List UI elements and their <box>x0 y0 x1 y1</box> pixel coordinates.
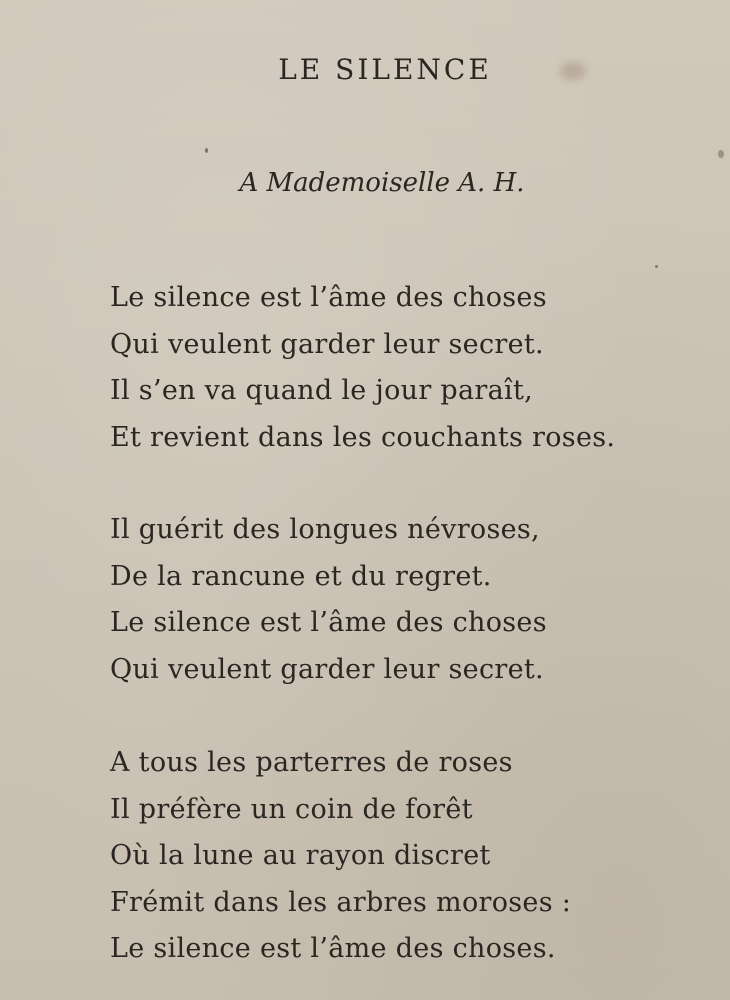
verse-line: Le silence est l’âme des choses <box>110 607 547 638</box>
poem-title: LE SILENCE <box>278 53 492 86</box>
stanza <box>110 275 670 461</box>
paper-speck <box>655 265 658 268</box>
verse-line: Qui veulent garder leur secret. <box>110 328 544 360</box>
verse-line: Le silence est l’âme des choses <box>110 282 547 313</box>
verse-line: Le silence est l’âme des choses. <box>110 933 556 964</box>
verse-line: Frémit dans les arbres moroses : <box>110 886 572 918</box>
paper-speck <box>718 150 724 158</box>
verse-line: Qui veulent garder leur secret. <box>110 653 544 685</box>
paper-speck <box>205 148 208 153</box>
verse-line: Il guérit des longues névroses, <box>110 514 540 545</box>
verse-line: Et revient dans les couchants roses. <box>110 421 616 453</box>
verse-line: Où la lune au rayon discret <box>110 840 491 871</box>
stanza <box>110 507 670 693</box>
verse-line: Il préfère un coin de forêt <box>110 793 473 825</box>
stanza <box>110 740 670 973</box>
poem-dedication: A Mademoiselle A. H. <box>239 168 525 198</box>
verse-line: De la rancune et du regret. <box>110 560 492 592</box>
verse-line: Il s’en va quand le jour paraît, <box>110 375 533 406</box>
verse-line: A tous les parterres de roses <box>110 747 513 778</box>
